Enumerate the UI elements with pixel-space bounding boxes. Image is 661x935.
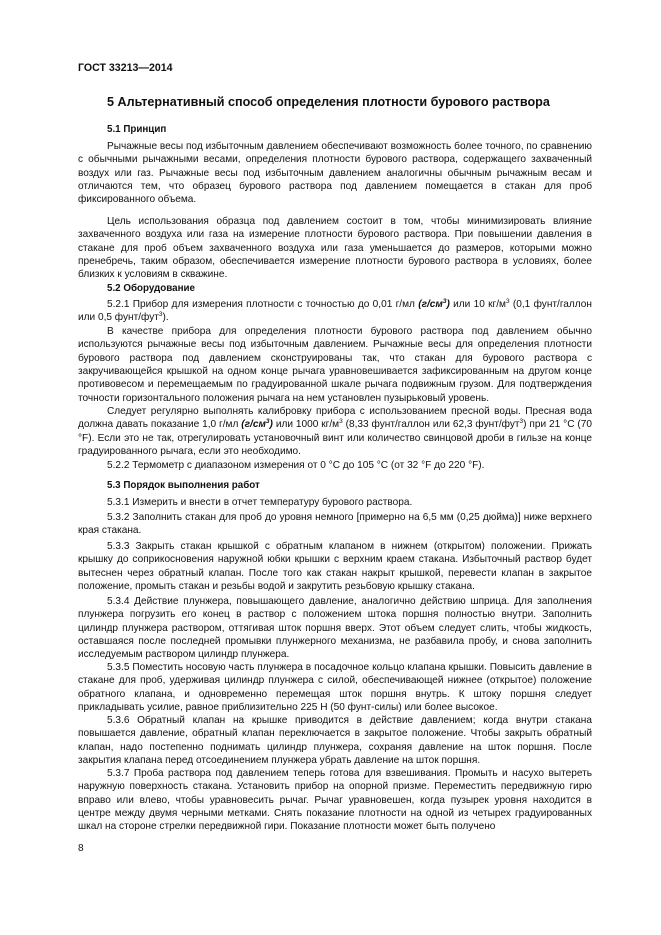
text-fragment: ) [446, 299, 450, 310]
paragraph-5-2-2: 5.2.2 Термометр с диапазоном измерения от 0 °С до 105 °С (от 32 °F до 220 °F). [107, 460, 485, 471]
standard-header: ГОСТ 33213—2014 [78, 62, 173, 74]
text-fragment: или 10 кг/м [449, 299, 506, 310]
paragraph-5-3-6: 5.3.6 Обратный клапан на крышке приводится в действие давлением; когда внутри стакана повышается давление, обратный клапан переключается в закрытое положение. Чтобы закрыть обратный клапан, надо постепенно поднимать цилиндр плунжера, сохраняя давление на шток поршня. После закрытия клапана перед отсоединением плунжера убрать давление на шток поршня. [78, 715, 592, 767]
subsection-title-5-3: 5.3 Порядок выполнения работ [107, 480, 260, 491]
text-fragment: или 1000 кг/м [272, 419, 340, 431]
page-number: 8 [78, 843, 84, 854]
superscript: 3 [265, 418, 270, 426]
unit-italic [241, 419, 273, 430]
paragraph-calibration [78, 405, 592, 458]
text-fragment: ) [269, 419, 273, 431]
text-fragment: ) при 21 °С (70 °F). Если это не так, отрегулировать установочный винт или количество свинцовой дроби в гильзе на конце градуированного рычага, если это необходимо. [78, 419, 592, 458]
superscript: 3 [505, 298, 510, 305]
superscript: 3 [442, 298, 447, 305]
paragraph-5-3-3: 5.3.3 Закрыть стакан крышкой с обратным клапаном в нижнем (открытом) положении. Прижать крышку до соприкосновения наружной юбки крышки с верхним краем стакана. Избыточный раствор будет вытеснен через обратный клапан. После того как стакан накрыт крышкой, перевести клапан в закрытое положение, промыть стакан и резьбы водой и закрутить резьбовую крышку стакана. [78, 541, 592, 593]
text-fragment: (г/см [241, 419, 266, 431]
paragraph-pressure-balance: В качестве прибора для определения плотности бурового раствора под давлением обычно используются рычажные весы под избыточным давлением. Рычажные весы для определения плотности бурового раствора под давлением сконструированы так, что стакан для бурового раствора с закручивающейся крышкой на одном конце рычага уравновешивается зафиксированным на другом конце противовесом и перемещаемым по градуированной шкале рычага подвижным грузом. Для подтверждения точности горизонтального положения рычага на нем установлен пузырьковый уровень. [78, 326, 592, 404]
paragraph-5-3-1: 5.3.1 Измерить и внести в отчет температуру бурового раствора. [107, 497, 413, 508]
paragraph-5-3-4: 5.3.4 Действие плунжера, повышающего давление, аналогично действию шприца. Для заполнения плунжера погрузить его конец в раствор с положением штока поршня полностью внутри. Заполнить цилиндр плунжера раствором, оттягивая шток поршня вверх. Этот объем следует слить, чтобы жидкость, оставшаяся после последней промывки плунжерного механизма, не разбавила пробу, и снова заполнить исследуемым раствором цилиндр плунжера. [78, 596, 592, 661]
section-title: 5 Альтернативный способ определения плотности бурового раствора [107, 95, 550, 109]
superscript: 3 [339, 418, 343, 426]
text-fragment: (8,33 фунт/галлон или 62,3 фунт/фут [342, 419, 520, 431]
paragraph-5-3-7: 5.3.7 Проба раствора под давлением теперь готова для взвешивания. Промыть и насухо вытереть наружную поверхность стакана. Установить прибор на опорной призме. Переместить передвижную гирю вправо или влево, чтобы уравновесить рычаг. Рычаг уравновешен, когда пузырек уровня находится в центре между двумя черными метками. Снять показание плотности на одной из четырех градуированных шкал на стороне стрелки передвижной гири. Показание плотности может быть получено [78, 768, 592, 833]
text-fragment: Следует регулярно выполнять калибровку прибора с использованием пресной воды. Пресная вода должна давать показание 1,0 г/мл [78, 406, 592, 431]
paragraph-5-2-1 [78, 298, 592, 325]
paragraph-5-3-5: 5.3.5 Поместить носовую часть плунжера в посадочное кольцо клапана крышки. Повысить давление в стакане для проб, удерживая цилиндр плунжера с силой, обеспечивающей нижнее (открытое) положение обратного клапана, и одновременно перемещая шток поршня внутрь. К штоку поршня следует прикладывать усилие, равное приблизительно 225 Н (50 фунт-силы) или более высокое. [78, 662, 592, 714]
superscript: 3 [158, 311, 163, 319]
paragraph-principle-2: Цель использования образца под давлением состоит в том, чтобы минимизировать влияние захваченного воздуха или газа на измерение плотности бурового раствора. При повышении давления в стакане для проб объем захваченного воздуха или газа уменьшается до размеров, которыми можно пренебречь, таким образом, обеспечивается измерение плотности бурового раствора в условиях, более близких к условиям в скважине. [78, 216, 592, 281]
text-fragment: (0,1 фунт/галлон или 0,5 фунт/фут [78, 299, 592, 324]
superscript: 3 [519, 418, 524, 426]
subsection-title-5-1: 5.1 Принцип [107, 124, 167, 135]
text-fragment: (г/см [418, 299, 443, 310]
text-fragment: 5.2.1 Прибор для измерения плотности с точностью до 0,01 г/мл [107, 299, 419, 310]
paragraph-principle-1: Рычажные весы под избыточным давлением обеспечивают возможность более точного, по сравнению с обычными рычажными весами, определения плотности бурового раствора, содержащего захваченный воздух или газ. Рычажные весы под избыточным давлением аналогичны обычным рычажным весам и отличаются тем, что образец бурового раствора под давлением помещается в стакан для проб фиксированного объема. [78, 141, 592, 206]
text-fragment: ). [162, 312, 169, 324]
subsection-title-5-2: 5.2 Оборудование [107, 283, 195, 294]
unit-italic [418, 299, 450, 310]
paragraph-5-3-2: 5.3.2 Заполнить стакан для проб до уровня немного [примерно на 6,5 мм (0,25 дюйма)] ниже верхнего края стакана. [78, 512, 592, 537]
